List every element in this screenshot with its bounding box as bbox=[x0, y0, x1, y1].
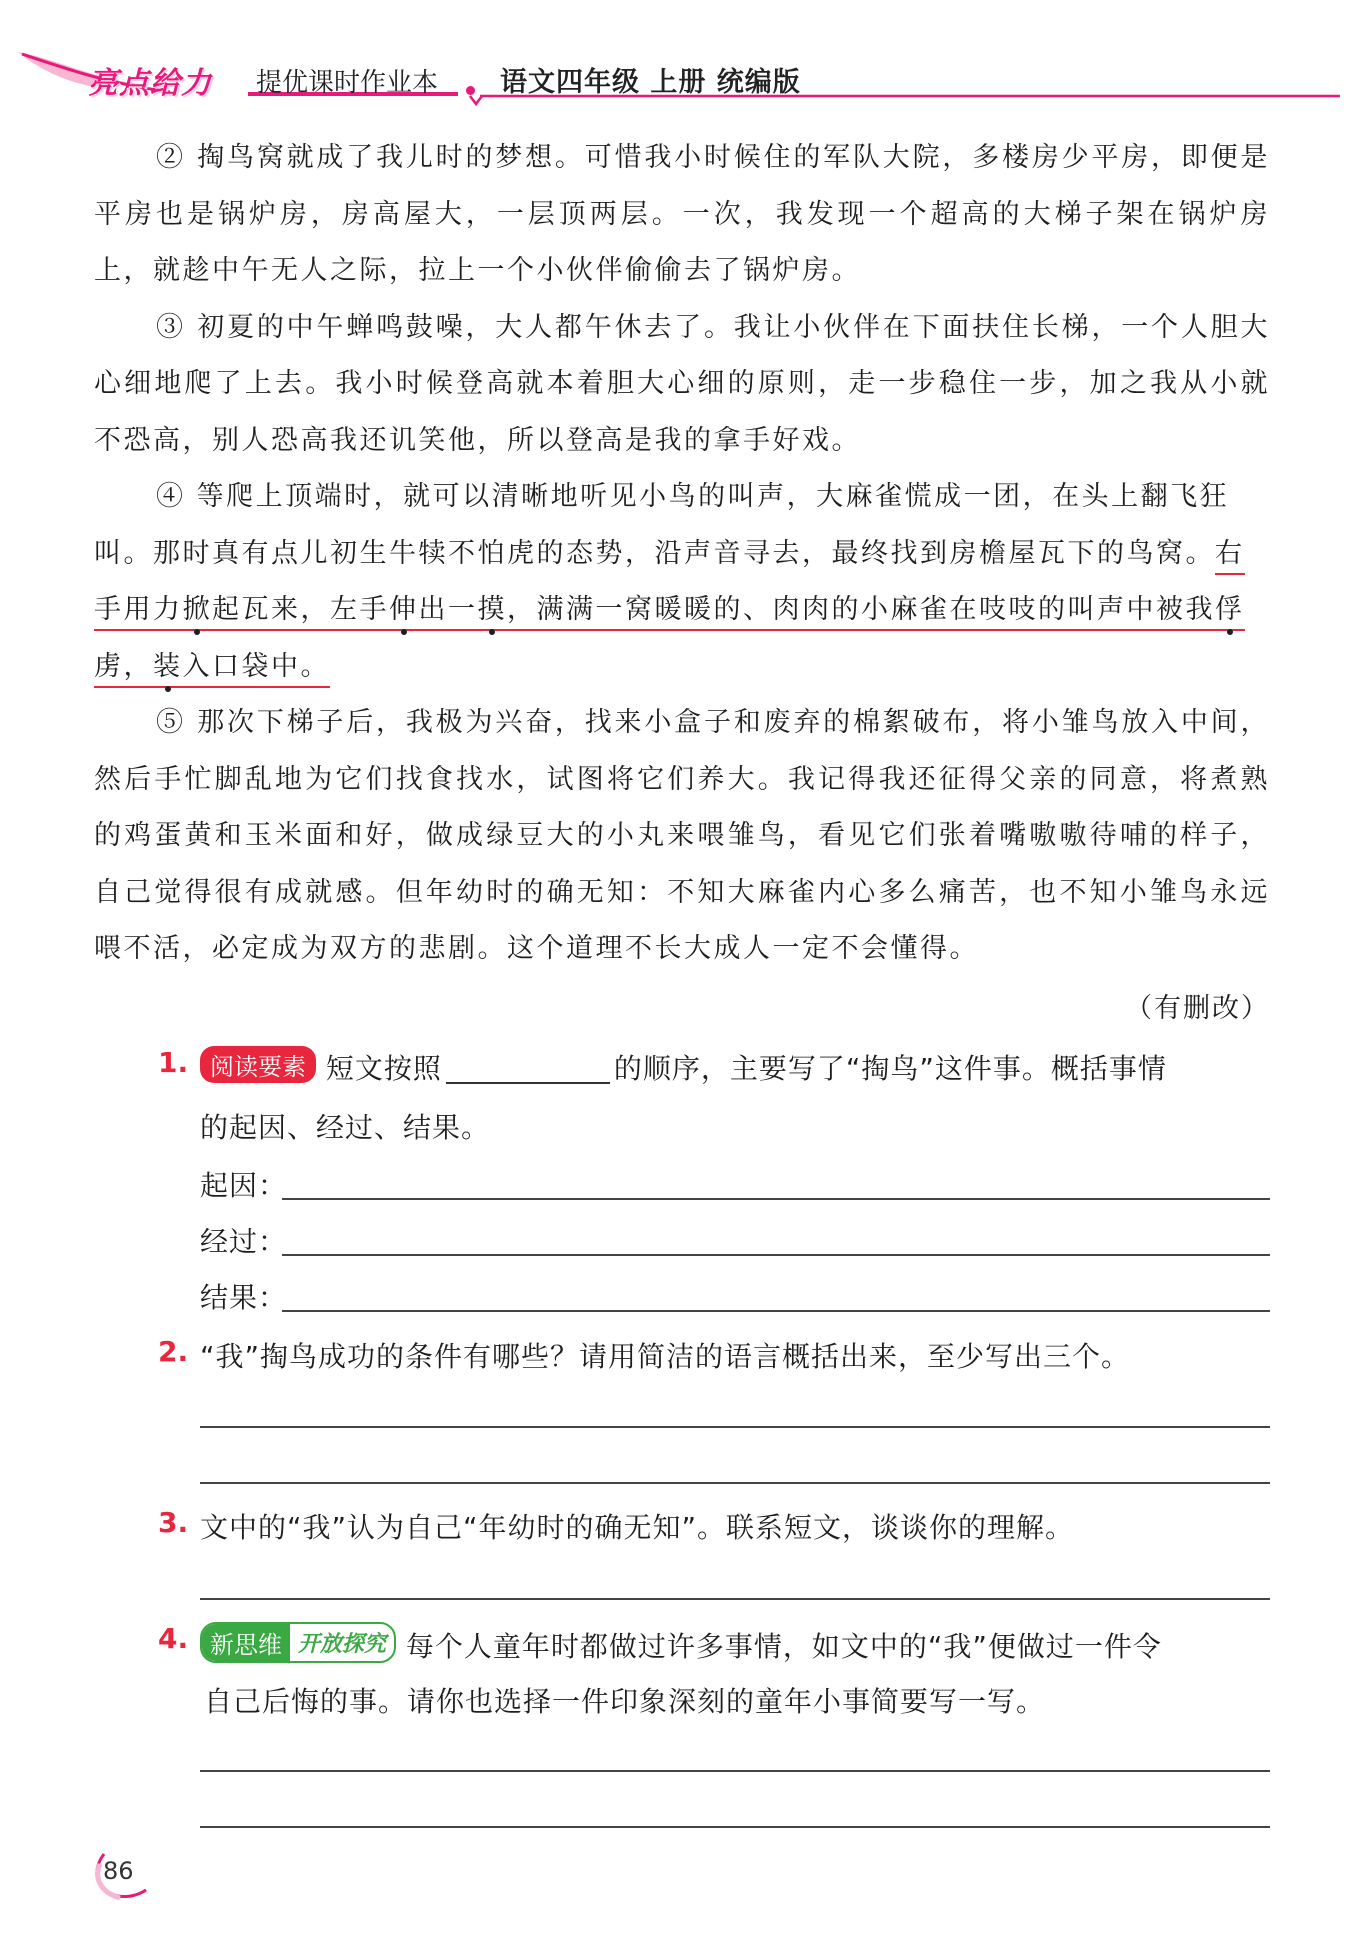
open-explore-label: 开放探究 bbox=[298, 1632, 387, 1657]
result-answer-line[interactable] bbox=[282, 1310, 1270, 1312]
question-1-text-c: 的起因、经过、结果。 bbox=[200, 1111, 491, 1144]
dotted-char: 掀 bbox=[182, 594, 212, 625]
page-header bbox=[0, 0, 1350, 120]
paragraph-5: ⑤ 那次下梯子后，我极为兴奋，找来小盒子和废弃的棉絮破布，将小雏鸟放入中间，然后手忙脚乱地为它们找食找水，试图将它们养大。我记得我还征得父亲的同意，将煮熟的鸡蛋黄和玉米面和好，做成绿豆大的小丸来喂雏鸟，看见它们张着嘴嗷嗷待哺的样子，自己觉得很有成就感。但年幼时的确无知：不知大麻雀内心多么痛苦，也不知小雏鸟永远喂不活，必定成为双方的悲剧。这个道理不长大成人一定不会懂得。 bbox=[94, 707, 1270, 964]
underlined-part: 起瓦来，左手 bbox=[212, 594, 389, 625]
paragraph-2: ② 掏鸟窝就成了我儿时的梦想。可惜我小时候住的军队大院，多楼房少平房，即便是平房也是锅炉房，房高屋大，一层顶两层。一次，我发现一个超高的大梯子架在锅炉房上，就趁中午无人之际，拉上一个小伙伴偷偷去了锅炉房。 bbox=[94, 142, 1270, 286]
question-2-text: “我”掏鸟成功的条件有哪些？请用简洁的语言概括出来，至少写出三个。 bbox=[200, 1340, 1131, 1373]
result-label: 结果： bbox=[200, 1281, 288, 1314]
header-dot-icon bbox=[466, 86, 475, 95]
underlined-part: 入口袋中。 bbox=[182, 650, 330, 682]
process-label: 经过： bbox=[200, 1225, 288, 1258]
question-3-answer-line[interactable] bbox=[200, 1598, 1270, 1600]
question-2-answer-line[interactable] bbox=[200, 1482, 1270, 1484]
question-4 bbox=[200, 1622, 1162, 1665]
dotted-char: 俘 bbox=[1215, 594, 1245, 625]
question-3-number: 3. bbox=[158, 1506, 189, 1539]
new-thinking-label: 新思维 bbox=[202, 1624, 290, 1661]
underlined-part: 右手用力 bbox=[94, 537, 1245, 625]
question-4-answer-line[interactable] bbox=[200, 1826, 1270, 1828]
question-4-text-b: 自己后悔的事。请你也选择一件印象深刻的童年小事简要写一写。 bbox=[204, 1685, 1046, 1718]
cause-label: 起因： bbox=[200, 1169, 288, 1202]
question-1-number: 1. bbox=[158, 1046, 189, 1079]
process-answer-line[interactable] bbox=[282, 1254, 1270, 1256]
question-1-text-a: 短文按照 bbox=[325, 1052, 442, 1085]
new-thinking-tag bbox=[200, 1622, 396, 1663]
question-1 bbox=[200, 1046, 1167, 1087]
dotted-char: 装 bbox=[153, 650, 183, 682]
answer-blank[interactable] bbox=[446, 1082, 610, 1084]
question-2-answer-line[interactable] bbox=[200, 1426, 1270, 1428]
question-4-number: 4. bbox=[158, 1622, 189, 1655]
brand-logo: 亮点给力 bbox=[88, 66, 212, 101]
reading-element-tag: 阅读要素 bbox=[200, 1046, 316, 1083]
question-4-answer-line[interactable] bbox=[200, 1770, 1270, 1772]
question-1-text-b: 的顺序，主要写了“掏鸟”这件事。概括事情 bbox=[613, 1052, 1167, 1085]
paragraph-4-text: ④ 等爬上顶端时，就可以清晰地听见小鸟的叫声，大麻雀慌成一团，在头上翻飞狂叫。那时真有点儿初生牛犊不怕虎的态势，沿声音寻去，最终找到房檐屋瓦下的鸟窝。 bbox=[94, 481, 1230, 569]
underlined-part: ，满满一窝暖暖的、肉肉的小麻雀在吱吱的叫声中被我 bbox=[507, 594, 1215, 625]
dotted-char: 伸 bbox=[389, 594, 419, 625]
book-name: 提优课时作业本 bbox=[256, 68, 439, 98]
page-number: 86 bbox=[103, 1857, 134, 1885]
paragraph-3: ③ 初夏的中午蝉鸣鼓噪，大人都午休去了。我让小伙伴在下面扶住长梯，一个人胆大心细地爬了上去。我小时候登高就本着胆大心细的原则，走一步稳住一步，加之我从小就不恐高，别人恐高我还讥笑他，所以登高是我的拿手好戏。 bbox=[94, 311, 1270, 456]
question-4-text-a: 每个人童年时都做过许多事情，如文中的“我”便做过一件令 bbox=[405, 1630, 1162, 1663]
source-note: （有删改） bbox=[1125, 993, 1270, 1024]
question-3-text: 文中的“我”认为自己“年幼时的确无知”。联系短文，谈谈你的理解。 bbox=[200, 1511, 1075, 1544]
question-2-number: 2. bbox=[158, 1335, 189, 1368]
underlined-part: 虏， bbox=[94, 650, 153, 682]
book-info: 语文四年级 上册 统编版 bbox=[500, 67, 801, 98]
cause-answer-line[interactable] bbox=[282, 1198, 1270, 1200]
dotted-char: 摸 bbox=[477, 594, 507, 625]
reading-passage bbox=[94, 130, 1270, 978]
underlined-part: 出一 bbox=[418, 594, 478, 625]
paragraph-4 bbox=[94, 469, 1270, 695]
